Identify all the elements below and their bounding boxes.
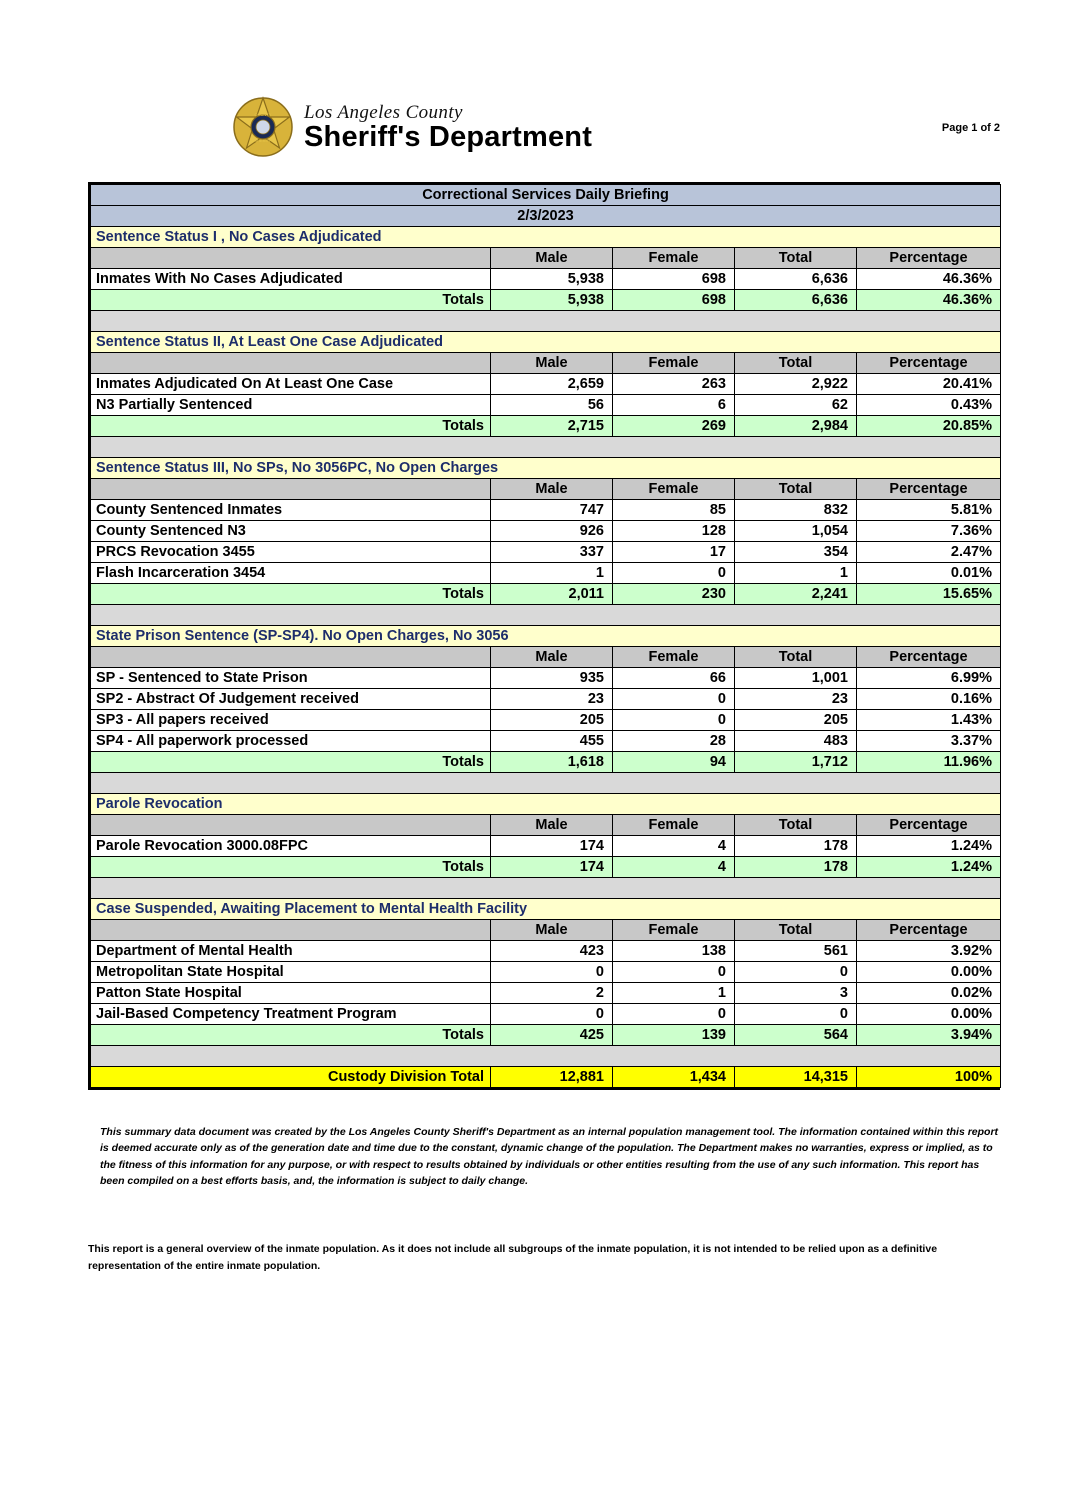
row-female: 0: [613, 689, 735, 710]
row-label: SP2 - Abstract Of Judgement received: [91, 689, 491, 710]
section-spacer: [91, 1046, 1001, 1067]
column-header-female: Female: [613, 353, 735, 374]
totals-label: Totals: [91, 416, 491, 437]
totals-row: [91, 584, 1001, 605]
column-header-percentage: Percentage: [857, 647, 1001, 668]
table-row: [91, 983, 1001, 1004]
spacer-cell: [91, 311, 1001, 332]
totals-male: 174: [491, 857, 613, 878]
table-row: [91, 668, 1001, 689]
row-female: 138: [613, 941, 735, 962]
row-male: 1: [491, 563, 613, 584]
row-percentage: 7.36%: [857, 521, 1001, 542]
totals-male: 5,938: [491, 290, 613, 311]
row-female: 66: [613, 668, 735, 689]
totals-male: 425: [491, 1025, 613, 1046]
totals-male: 2,715: [491, 416, 613, 437]
column-header-blank: [91, 920, 491, 941]
totals-total: 1,712: [735, 752, 857, 773]
section-spacer: [91, 311, 1001, 332]
table-row: [91, 269, 1001, 290]
row-female: 698: [613, 269, 735, 290]
grand-total-total: 14,315: [735, 1067, 857, 1088]
column-header-female: Female: [613, 815, 735, 836]
row-label: Inmates Adjudicated On At Least One Case: [91, 374, 491, 395]
agency-county-label: Los Angeles County: [304, 101, 463, 123]
totals-female: 269: [613, 416, 735, 437]
row-label: Parole Revocation 3000.08FPC: [91, 836, 491, 857]
section-spacer: [91, 605, 1001, 626]
column-header-total: Total: [735, 479, 857, 500]
row-male: 926: [491, 521, 613, 542]
spacer-cell: [91, 437, 1001, 458]
row-percentage: 20.41%: [857, 374, 1001, 395]
row-percentage: 5.81%: [857, 500, 1001, 521]
row-female: 17: [613, 542, 735, 563]
totals-total: 564: [735, 1025, 857, 1046]
column-header-row: [91, 815, 1001, 836]
row-percentage: 3.37%: [857, 731, 1001, 752]
column-header-percentage: Percentage: [857, 815, 1001, 836]
grand-total-percentage: 100%: [857, 1067, 1001, 1088]
table-row: [91, 941, 1001, 962]
column-header-blank: [91, 647, 491, 668]
document-title-row: [91, 185, 1001, 206]
footer-note-text: This report is a general overview of the inmate population. As it does not include all subgroups of the inmate population, it is not intended to be relied upon as a definitive representation of the entire inmate population.: [88, 1243, 938, 1272]
table-row: [91, 374, 1001, 395]
row-total: 62: [735, 395, 857, 416]
totals-total: 6,636: [735, 290, 857, 311]
table-row: [91, 731, 1001, 752]
row-percentage: 1.43%: [857, 710, 1001, 731]
table-row: [91, 710, 1001, 731]
table-row: [91, 836, 1001, 857]
row-female: 28: [613, 731, 735, 752]
row-female: 6: [613, 395, 735, 416]
row-male: 337: [491, 542, 613, 563]
totals-male: 1,618: [491, 752, 613, 773]
row-male: 0: [491, 962, 613, 983]
section-heading-row: [91, 227, 1001, 248]
grand-total-label: Custody Division Total: [91, 1067, 491, 1088]
column-header-male: Male: [491, 815, 613, 836]
row-female: 0: [613, 1004, 735, 1025]
column-header-blank: [91, 353, 491, 374]
row-percentage: 0.00%: [857, 1004, 1001, 1025]
row-female: 263: [613, 374, 735, 395]
column-header-female: Female: [613, 479, 735, 500]
row-percentage: 46.36%: [857, 269, 1001, 290]
column-header-percentage: Percentage: [857, 248, 1001, 269]
row-percentage: 6.99%: [857, 668, 1001, 689]
column-header-male: Male: [491, 647, 613, 668]
section-heading-row: [91, 899, 1001, 920]
totals-female: 698: [613, 290, 735, 311]
row-female: 0: [613, 563, 735, 584]
report-date: 2/3/2023: [91, 206, 1001, 227]
row-female: 85: [613, 500, 735, 521]
svg-text:COUNTY: COUNTY: [254, 112, 272, 117]
row-label: SP4 - All paperwork processed: [91, 731, 491, 752]
row-percentage: 3.92%: [857, 941, 1001, 962]
row-label: County Sentenced Inmates: [91, 500, 491, 521]
totals-row: [91, 290, 1001, 311]
table-row: [91, 395, 1001, 416]
row-male: 2: [491, 983, 613, 1004]
row-label: Patton State Hospital: [91, 983, 491, 1004]
row-label: Flash Incarceration 3454: [91, 563, 491, 584]
totals-percentage: 15.65%: [857, 584, 1001, 605]
row-male: 5,938: [491, 269, 613, 290]
row-total: 1,054: [735, 521, 857, 542]
row-label: Inmates With No Cases Adjudicated: [91, 269, 491, 290]
row-female: 0: [613, 710, 735, 731]
column-header-total: Total: [735, 920, 857, 941]
row-label: N3 Partially Sentenced: [91, 395, 491, 416]
column-header-female: Female: [613, 920, 735, 941]
totals-label: Totals: [91, 752, 491, 773]
column-header-blank: [91, 248, 491, 269]
section-heading: Parole Revocation: [91, 794, 1001, 815]
row-total: 832: [735, 500, 857, 521]
section-spacer: [91, 878, 1001, 899]
row-percentage: 0.02%: [857, 983, 1001, 1004]
row-label: County Sentenced N3: [91, 521, 491, 542]
row-label: PRCS Revocation 3455: [91, 542, 491, 563]
section-heading: State Prison Sentence (SP-SP4). No Open Charges, No 3056: [91, 626, 1001, 647]
table-row: [91, 500, 1001, 521]
table-row: [91, 563, 1001, 584]
column-header-row: [91, 647, 1001, 668]
totals-label: Totals: [91, 290, 491, 311]
table-row: [91, 521, 1001, 542]
column-header-blank: [91, 479, 491, 500]
row-total: 6,636: [735, 269, 857, 290]
row-total: 3: [735, 983, 857, 1004]
table-row: [91, 689, 1001, 710]
row-total: 0: [735, 962, 857, 983]
column-header-total: Total: [735, 248, 857, 269]
section-heading: Case Suspended, Awaiting Placement to Mental Health Facility: [91, 899, 1001, 920]
totals-male: 2,011: [491, 584, 613, 605]
row-total: 23: [735, 689, 857, 710]
spacer-cell: [91, 773, 1001, 794]
column-header-female: Female: [613, 248, 735, 269]
row-percentage: 0.00%: [857, 962, 1001, 983]
totals-percentage: 1.24%: [857, 857, 1001, 878]
row-label: SP - Sentenced to State Prison: [91, 668, 491, 689]
table-row: [91, 542, 1001, 563]
table-row: [91, 1004, 1001, 1025]
grand-total-female: 1,434: [613, 1067, 735, 1088]
section-heading-row: [91, 794, 1001, 815]
totals-percentage: 46.36%: [857, 290, 1001, 311]
svg-text:SHERIFF: SHERIFF: [254, 138, 272, 143]
row-percentage: 0.43%: [857, 395, 1001, 416]
column-header-male: Male: [491, 920, 613, 941]
row-female: 0: [613, 962, 735, 983]
totals-total: 2,241: [735, 584, 857, 605]
briefing-table: [90, 184, 1001, 1088]
totals-female: 139: [613, 1025, 735, 1046]
document-header: [0, 96, 1088, 182]
grand-total-male: 12,881: [491, 1067, 613, 1088]
column-header-total: Total: [735, 353, 857, 374]
column-header-row: [91, 248, 1001, 269]
row-total: 354: [735, 542, 857, 563]
section-heading-row: [91, 626, 1001, 647]
row-label: Department of Mental Health: [91, 941, 491, 962]
row-percentage: 2.47%: [857, 542, 1001, 563]
row-male: 23: [491, 689, 613, 710]
row-percentage: 1.24%: [857, 836, 1001, 857]
row-male: 0: [491, 1004, 613, 1025]
row-total: 1: [735, 563, 857, 584]
row-male: 56: [491, 395, 613, 416]
totals-total: 178: [735, 857, 857, 878]
disclaimer-text: This summary data document was created by the Los Angeles County Sheriff's Department as an internal population management tool. The information contained within this report is deemed accurate only as of the generation date and time due to the constant, dynamic change of the population. The Department makes no warranties, express or implied, as to the fitness of this information for any purpose, or with respect to results obtained by individuals or other entities resulting from the use of any such information. This report has been compiled on a best efforts basis, and, the information is subject to daily change.: [100, 1126, 999, 1187]
agency-logo: [232, 96, 592, 158]
totals-female: 4: [613, 857, 735, 878]
totals-female: 94: [613, 752, 735, 773]
row-female: 4: [613, 836, 735, 857]
section-heading-row: [91, 458, 1001, 479]
column-header-male: Male: [491, 479, 613, 500]
section-spacer: [91, 437, 1001, 458]
row-percentage: 0.16%: [857, 689, 1001, 710]
row-percentage: 0.01%: [857, 563, 1001, 584]
totals-row: [91, 1025, 1001, 1046]
agency-department-label: Sheriff's Department: [304, 120, 593, 153]
row-total: 1,001: [735, 668, 857, 689]
section-heading: Sentence Status I , No Cases Adjudicated: [91, 227, 1001, 248]
spacer-cell: [91, 878, 1001, 899]
column-header-total: Total: [735, 647, 857, 668]
column-header-male: Male: [491, 353, 613, 374]
column-header-blank: [91, 815, 491, 836]
page-title: Correctional Services Daily Briefing: [91, 185, 1001, 206]
row-total: 0: [735, 1004, 857, 1025]
section-heading: Sentence Status II, At Least One Case Adjudicated: [91, 332, 1001, 353]
page-number: Page 1 of 2: [941, 122, 1000, 134]
section-heading: Sentence Status III, No SPs, No 3056PC, No Open Charges: [91, 458, 1001, 479]
totals-row: [91, 416, 1001, 437]
column-header-total: Total: [735, 815, 857, 836]
column-header-female: Female: [613, 647, 735, 668]
row-total: 561: [735, 941, 857, 962]
sheriff-star-badge-icon: [232, 96, 294, 158]
totals-total: 2,984: [735, 416, 857, 437]
row-male: 2,659: [491, 374, 613, 395]
row-male: 747: [491, 500, 613, 521]
row-total: 178: [735, 836, 857, 857]
grand-total-row: [91, 1067, 1001, 1088]
column-header-row: [91, 353, 1001, 374]
briefing-table-container: [88, 182, 1000, 1090]
row-label: Jail-Based Competency Treatment Program: [91, 1004, 491, 1025]
section-heading-row: [91, 332, 1001, 353]
totals-label: Totals: [91, 1025, 491, 1046]
row-male: 423: [491, 941, 613, 962]
column-header-percentage: Percentage: [857, 479, 1001, 500]
row-label: SP3 - All papers received: [91, 710, 491, 731]
row-total: 483: [735, 731, 857, 752]
row-female: 128: [613, 521, 735, 542]
row-total: 205: [735, 710, 857, 731]
row-female: 1: [613, 983, 735, 1004]
row-total: 2,922: [735, 374, 857, 395]
column-header-percentage: Percentage: [857, 353, 1001, 374]
row-male: 174: [491, 836, 613, 857]
document-date-row: [91, 206, 1001, 227]
spacer-cell: [91, 1046, 1001, 1067]
totals-row: [91, 857, 1001, 878]
totals-label: Totals: [91, 857, 491, 878]
totals-label: Totals: [91, 584, 491, 605]
column-header-male: Male: [491, 248, 613, 269]
totals-row: [91, 752, 1001, 773]
agency-name: [304, 103, 592, 152]
column-header-row: [91, 479, 1001, 500]
column-header-row: [91, 920, 1001, 941]
section-spacer: [91, 773, 1001, 794]
spacer-cell: [91, 605, 1001, 626]
totals-percentage: 20.85%: [857, 416, 1001, 437]
document-page: [0, 96, 1088, 1504]
table-row: [91, 962, 1001, 983]
row-male: 205: [491, 710, 613, 731]
row-male: 455: [491, 731, 613, 752]
row-male: 935: [491, 668, 613, 689]
totals-percentage: 11.96%: [857, 752, 1001, 773]
totals-percentage: 3.94%: [857, 1025, 1001, 1046]
row-label: Metropolitan State Hospital: [91, 962, 491, 983]
totals-female: 230: [613, 584, 735, 605]
column-header-percentage: Percentage: [857, 920, 1001, 941]
